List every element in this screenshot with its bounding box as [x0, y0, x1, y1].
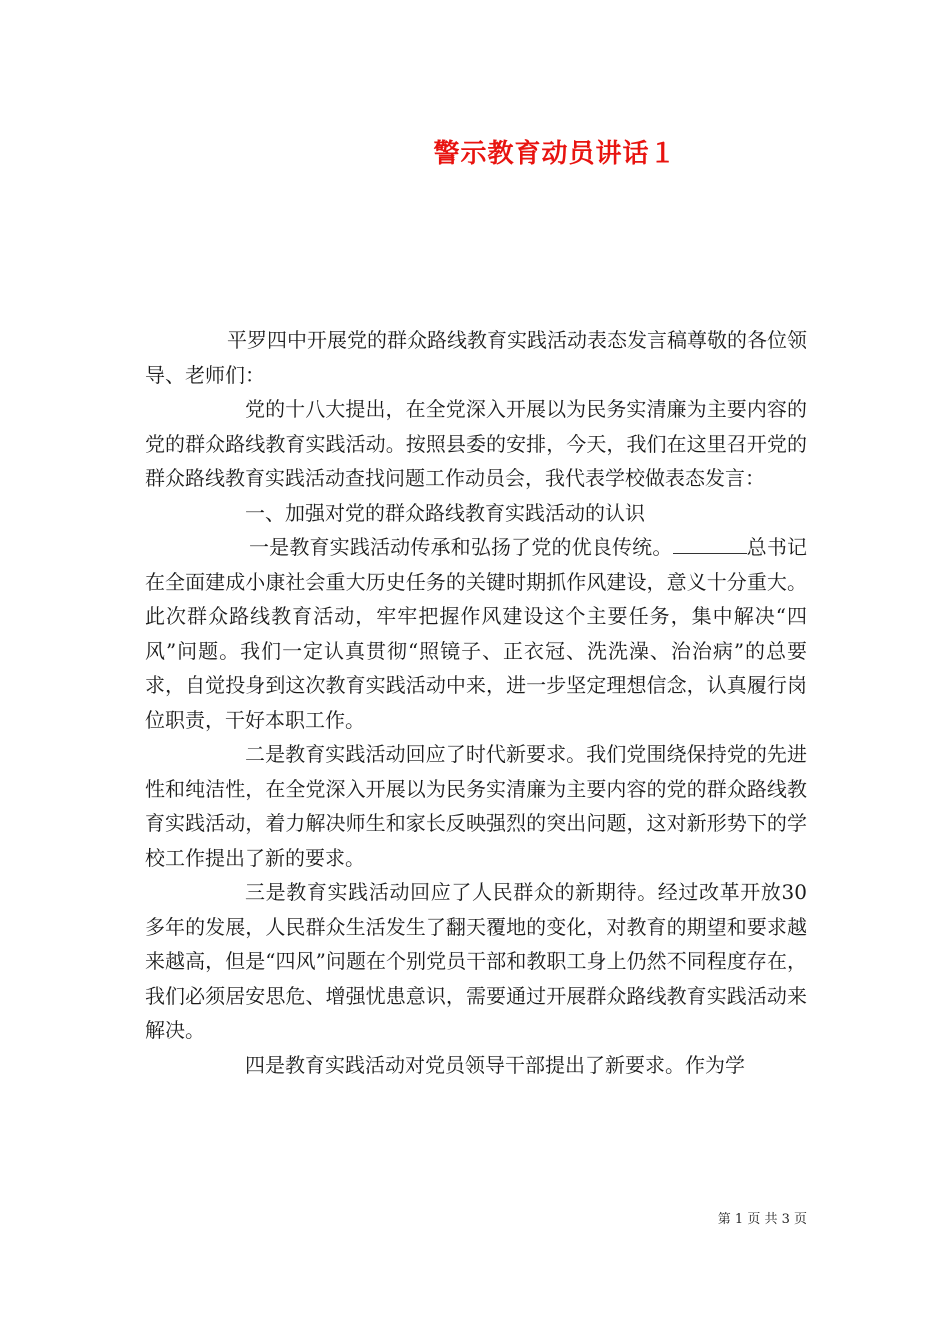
- document-body: [145, 323, 807, 1082]
- paragraph-intro: 党的十八大提出，在全党深入开展以为民务实清廉为主要内容的党的群众路线教育实践活动。按照县委的安排，今天，我们在这里召开党的群众路线教育实践活动查找问题工作动员会，我代表学校做表态发言：: [145, 397, 807, 490]
- paragraph-point-three: 三是教育实践活动回应了人民群众的新期待。经过改革开放30多年的发展，人民群众生活发生了翻天覆地的变化，对教育的期望和要求越来越高，但是“四风”问题在个别党员干部和教职工身上仍然不同程度存在，我们必须居安思危、增强忧患意识，需要通过开展群众路线教育实践活动来解决。: [145, 880, 807, 1042]
- paragraph-point-four: 四是教育实践活动对党员领导干部提出了新要求。作为学: [245, 1052, 745, 1077]
- point-one-body: 总书记在全面建成小康社会重大历史任务的关键时期抓作风建设，意义十分重大。此次群众路线教育活动，牢牢把握作风建设这个主要任务，集中解决“四风”问题。我们一定认真贯彻“照镜子、正衣冠、洗洗澡、治治病”的总要求，自觉投身到这次教育实践活动中来，进一步坚定理想信念，认真履行岗位职责，干好本职工作。: [145, 535, 808, 732]
- document-title: 警示教育动员讲话１: [433, 139, 677, 169]
- paragraph-opening: 平罗四中开展党的群众路线教育实践活动表态发言稿尊敬的各位领导、老师们：: [145, 328, 807, 387]
- section-heading: 一、加强对党的群众路线教育实践活动的认识: [245, 500, 645, 525]
- paragraph-point-two: 二是教育实践活动回应了时代新要求。我们党围绕保持党的先进性和纯洁性，在全党深入开展以为民务实清廉为主要内容的党的群众路线教育实践活动，着力解决师生和家长反映强烈的突出问题，这对新形势下的学校工作提出了新的要求。: [145, 742, 807, 870]
- blank-underline: [673, 537, 747, 554]
- point-one-text: 一是教育实践活动传承和弘扬了党的优良传统。: [249, 535, 673, 559]
- paragraph-point-one: [145, 530, 807, 737]
- page-footer: 第 1 页 共 3 页: [717, 1212, 807, 1227]
